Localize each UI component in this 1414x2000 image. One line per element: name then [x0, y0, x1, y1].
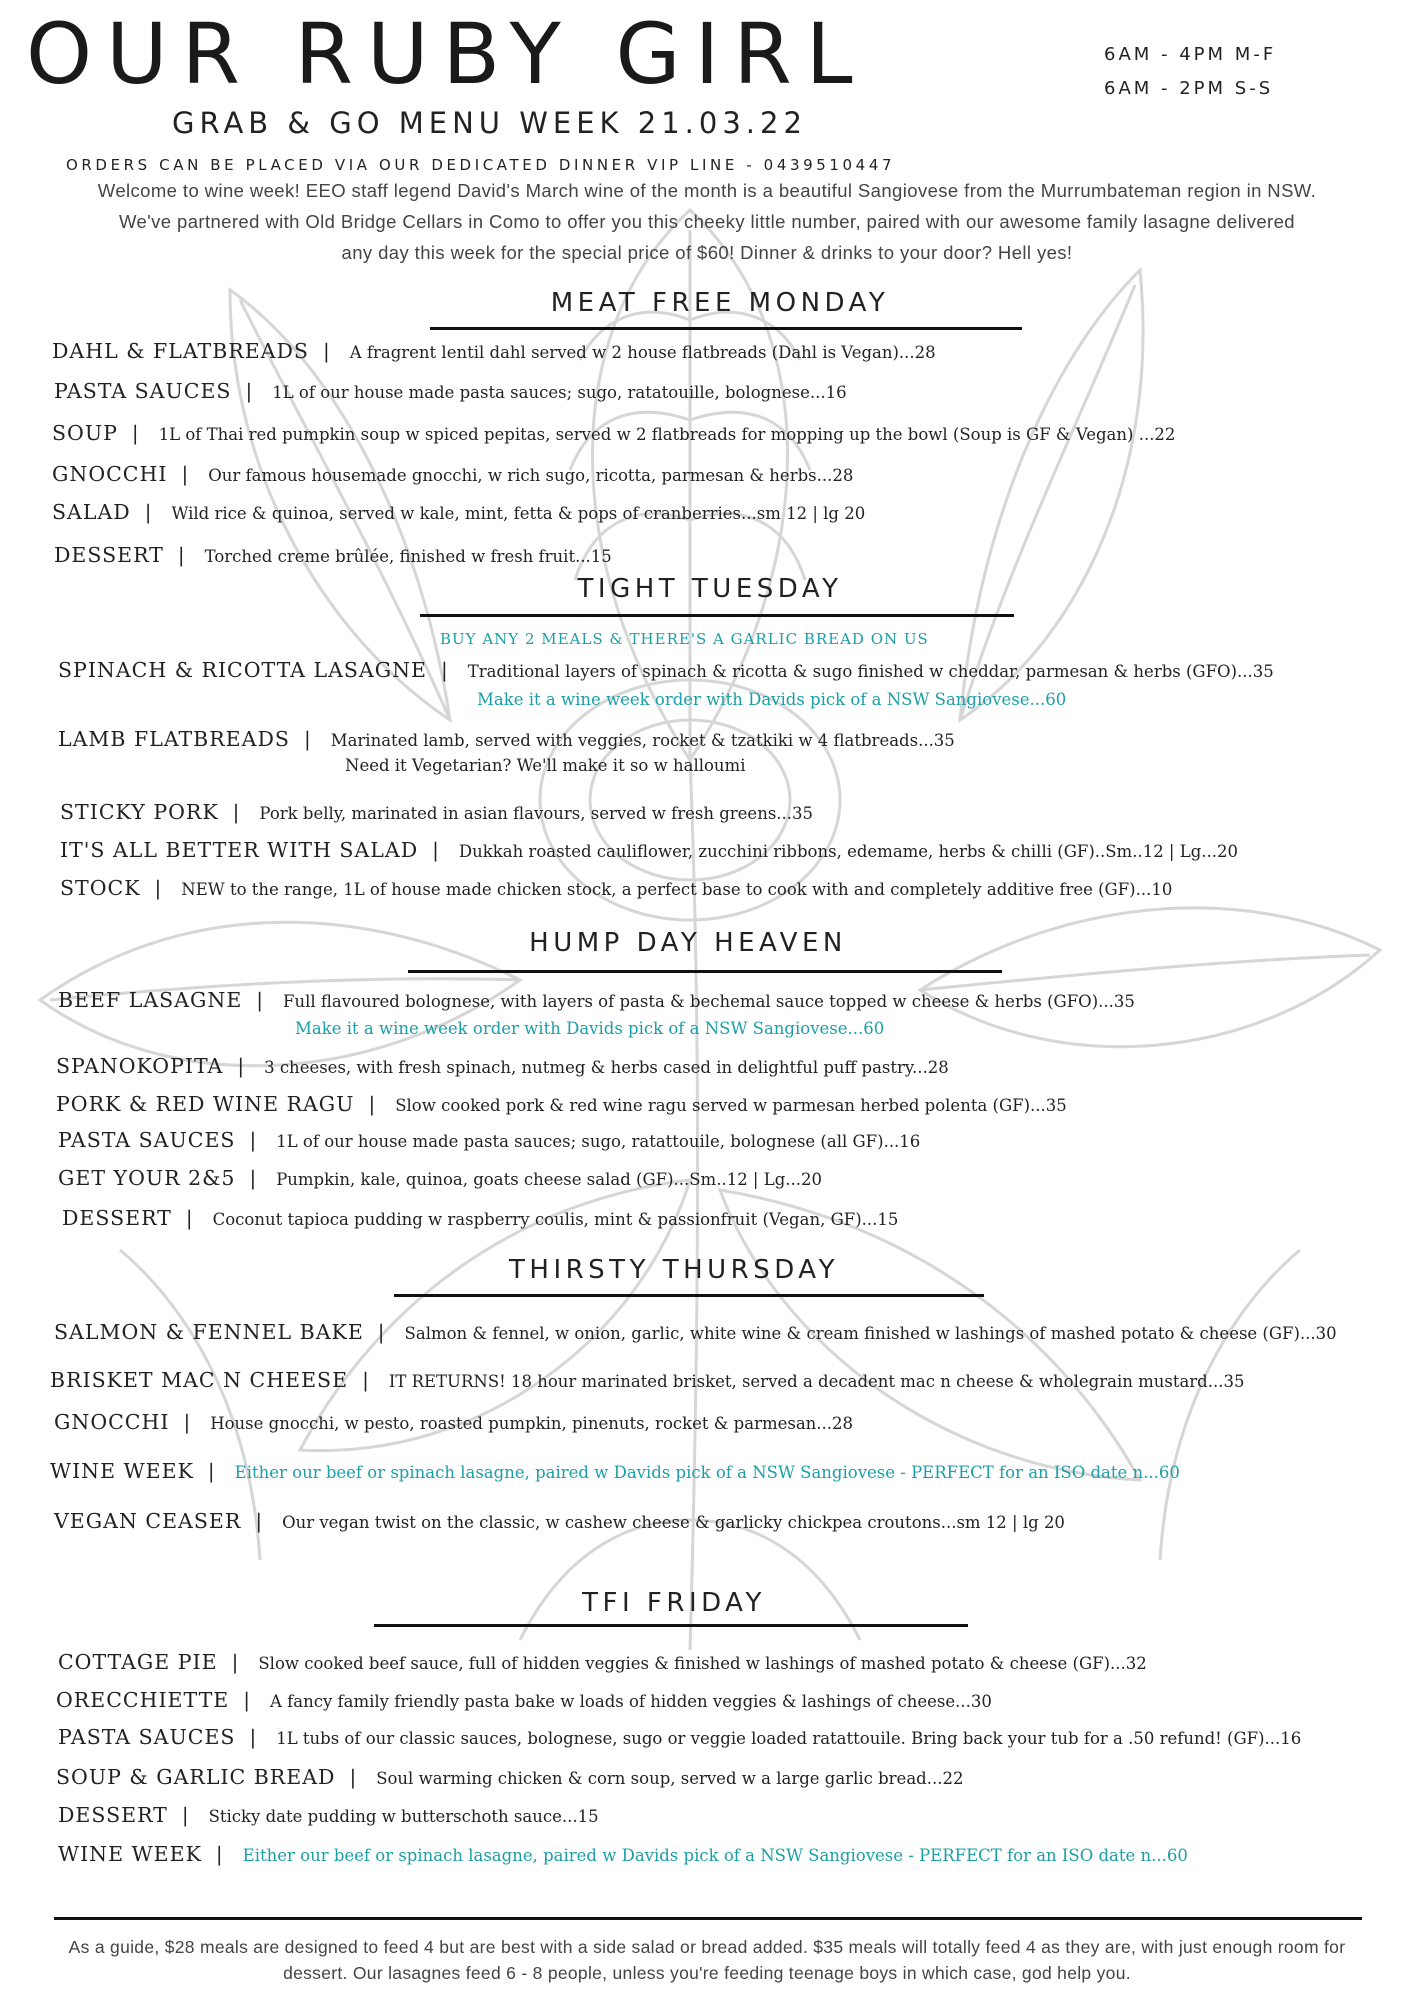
menu-item: DESSERT | Sticky date pudding w butterschoth sauce...15: [58, 1803, 599, 1827]
item-desc: Full flavoured bolognese, with layers of pasta & bechemal sauce topped w cheese & herbs (GFO)...35: [283, 992, 1135, 1011]
section-title-tuesday: TIGHT TUESDAY: [577, 574, 843, 604]
menu-item: DAHL & FLATBREADS | A fragrent lentil dahl served w 2 house flatbreads (Dahl is Vegan)...28: [52, 339, 936, 363]
section-rule: [420, 614, 1014, 617]
item-name: SOUP: [52, 421, 118, 445]
item-name: GET YOUR 2&5: [58, 1166, 236, 1190]
item-name: PASTA SAUCES: [54, 379, 232, 403]
item-desc: Either our beef or spinach lasagne, paired w Davids pick of a NSW Sangiovese - PERFECT for an ISO date n...60: [234, 1463, 1180, 1482]
item-name: BRISKET MAC N CHEESE: [50, 1368, 349, 1392]
menu-item: DESSERT | Coconut tapioca pudding w raspberry coulis, mint & passionfruit (Vegan, GF)...15: [62, 1206, 899, 1230]
item-desc: 1L of Thai red pumpkin soup w spiced pepitas, served w 2 flatbreads for mopping up the bowl (Soup is GF & Vegan) ...22: [158, 425, 1176, 444]
menu-item: SALAD | Wild rice & quinoa, served w kale, mint, fetta & pops of cranberries...sm 12 | lg 20: [52, 500, 866, 524]
item-desc: Dukkah roasted cauliflower, zucchini ribbons, edemame, herbs & chilli (GF)..Sm..12 | Lg...20: [458, 842, 1238, 861]
menu-item: BRISKET MAC N CHEESE | IT RETURNS! 18 hour marinated brisket, served a decadent mac n cheese & wholegrain mustard...35: [50, 1368, 1245, 1392]
menu-item: GNOCCHI | House gnocchi, w pesto, roasted pumpkin, pinenuts, rocket & parmesan...28: [54, 1410, 854, 1434]
intro-line: any day this week for the special price of $60! Dinner & drinks to your door? Hell yes!: [341, 242, 1073, 263]
menu-item: SOUP | 1L of Thai red pumpkin soup w spiced pepitas, served w 2 flatbreads for mopping up the bowl (Soup is GF & Vegan) ...22: [52, 421, 1176, 445]
section-rule: [408, 970, 1002, 973]
section-title-wednesday: HUMP DAY HEAVEN: [529, 928, 847, 958]
item-name: DESSERT: [58, 1803, 168, 1827]
item-name: COTTAGE PIE: [58, 1650, 218, 1674]
menu-item: GNOCCHI | Our famous housemade gnocchi, w rich sugo, ricotta, parmesan & herbs...28: [52, 462, 854, 486]
item-desc: 1L of our house made pasta sauces; sugo, ratatouille, bolognese...16: [272, 383, 847, 402]
item-desc: Slow cooked pork & red wine ragu served w parmesan herbed polenta (GF)...35: [395, 1096, 1067, 1115]
footer-line: dessert. Our lasagnes feed 6 - 8 people, unless you're feeding teenage boys in which case, god help you.: [283, 1963, 1131, 1983]
item-name: GNOCCHI: [54, 1410, 170, 1434]
section-rule: [394, 1294, 984, 1297]
menu-item: STOCK | NEW to the range, 1L of house made chicken stock, a perfect base to cook with and completely additive free (GF)...10: [60, 876, 1173, 900]
menu-item: SALMON & FENNEL BAKE | Salmon & fennel, w onion, garlic, white wine & cream finished w lashings of mashed potato & cheese (GF)...30: [54, 1320, 1337, 1344]
intro-line: Welcome to wine week! EEO staff legend David's March wine of the month is a beautiful Sangiovese from the Murrumbateman region in NSW.: [97, 180, 1317, 201]
item-desc: Marinated lamb, served with veggies, rocket & tzatkiki w 4 flatbreads...35: [330, 731, 955, 750]
item-desc: Slow cooked beef sauce, full of hidden veggies & finished w lashings of mashed potato & cheese (GF)...32: [258, 1654, 1147, 1673]
item-desc: A fragrent lentil dahl served w 2 house flatbreads (Dahl is Vegan)...28: [349, 343, 936, 362]
item-note: Need it Vegetarian? We'll make it so w halloumi: [345, 756, 746, 775]
intro-line: We've partnered with Old Bridge Cellars in Como to offer you this cheeky little number, paired with our awesome family lasagne delivered: [118, 211, 1296, 232]
item-desc: House gnocchi, w pesto, roasted pumpkin, pinenuts, rocket & parmesan...28: [210, 1414, 854, 1433]
item-name: PORK & RED WINE RAGU: [56, 1092, 355, 1116]
menu-item: DESSERT | Torched creme brûlée, finished w fresh fruit...15: [54, 543, 612, 567]
item-name: SPINACH & RICOTTA LASAGNE: [58, 658, 428, 682]
footer-line: As a guide, $28 meals are designed to feed 4 but are best with a side salad or bread added. $35 meals will totally feed 4 as they are, with just enough room for: [68, 1937, 1346, 1957]
item-desc: Pork belly, marinated in asian flavours, served w fresh greens...35: [259, 804, 814, 823]
item-name: LAMB FLATBREADS: [58, 727, 290, 751]
wine-note: Make it a wine week order with Davids pick of a NSW Sangiovese...60: [295, 1019, 885, 1038]
section-title-monday: MEAT FREE MONDAY: [550, 288, 890, 318]
menu-item: GET YOUR 2&5 | Pumpkin, kale, quinoa, goats cheese salad (GF)...Sm..12 | Lg...20: [58, 1166, 822, 1190]
item-name: SALMON & FENNEL BAKE: [54, 1320, 364, 1344]
menu-item: STICKY PORK | Pork belly, marinated in asian flavours, served w fresh greens...35: [60, 800, 814, 824]
promo-text: BUY ANY 2 MEALS & THERE'S A GARLIC BREAD ON US: [440, 630, 929, 648]
menu-item: LAMB FLATBREADS | Marinated lamb, served with veggies, rocket & tzatkiki w 4 flatbreads...35: [58, 727, 955, 751]
item-desc: 1L of our house made pasta sauces; sugo, ratattouile, bolognese (all GF)...16: [276, 1132, 921, 1151]
menu-item: PASTA SAUCES | 1L of our house made pasta sauces; sugo, ratatouille, bolognese...16: [54, 379, 847, 403]
item-desc: Pumpkin, kale, quinoa, goats cheese salad (GF)...Sm..12 | Lg...20: [276, 1170, 822, 1189]
item-name: IT'S ALL BETTER WITH SALAD: [60, 838, 419, 862]
item-name: DESSERT: [62, 1206, 172, 1230]
hours-weekday: 6AM - 4PM M-F: [1104, 44, 1277, 65]
menu-item: COTTAGE PIE | Slow cooked beef sauce, full of hidden veggies & finished w lashings of mashed potato & cheese (GF)...32: [58, 1650, 1147, 1674]
brand-title: OUR RUBY GIRL: [26, 5, 867, 103]
item-name: DESSERT: [54, 543, 164, 567]
item-name: STICKY PORK: [60, 800, 219, 824]
item-name: PASTA SAUCES: [58, 1725, 236, 1749]
section-rule: [374, 1624, 968, 1627]
item-name: DAHL & FLATBREADS: [52, 339, 309, 363]
item-name: ORECCHIETTE: [56, 1688, 230, 1712]
item-name: GNOCCHI: [52, 462, 168, 486]
item-name: SALAD: [52, 500, 131, 524]
footer-rule: [54, 1917, 1362, 1920]
item-desc: Either our beef or spinach lasagne, paired w Davids pick of a NSW Sangiovese - PERFECT for an ISO date n...60: [242, 1846, 1188, 1865]
item-name: WINE WEEK: [50, 1459, 194, 1483]
item-name: STOCK: [60, 876, 141, 900]
menu-item: PASTA SAUCES | 1L tubs of our classic sauces, bolognese, sugo or veggie loaded ratattouile. Bring back your tub for a .50 refund! (GF)...16: [58, 1725, 1302, 1749]
menu-item: BEEF LASAGNE | Full flavoured bolognese, with layers of pasta & bechemal sauce topped w cheese & herbs (GFO)...35: [58, 988, 1135, 1012]
menu-item: PORK & RED WINE RAGU | Slow cooked pork & red wine ragu served w parmesan herbed polenta (GF)...35: [56, 1092, 1067, 1116]
menu-item: WINE WEEK | Either our beef or spinach lasagne, paired w Davids pick of a NSW Sangiovese - PERFECT for an ISO date n...60: [58, 1842, 1188, 1866]
menu-item: VEGAN CEASER | Our vegan twist on the classic, w cashew cheese & garlicky chickpea croutons...sm 12 | lg 20: [54, 1509, 1065, 1533]
item-desc: IT RETURNS! 18 hour marinated brisket, served a decadent mac n cheese & wholegrain mustard...35: [388, 1372, 1245, 1391]
menu-item: ORECCHIETTE | A fancy family friendly pasta bake w loads of hidden veggies & lashings of cheese...30: [56, 1688, 992, 1712]
item-desc: Wild rice & quinoa, served w kale, mint, fetta & pops of cranberries...sm 12 | lg 20: [171, 504, 866, 523]
menu-item: SOUP & GARLIC BREAD | Soul warming chicken & corn soup, served w a large garlic bread...22: [56, 1765, 964, 1789]
item-desc: Traditional layers of spinach & ricotta & sugo finished w cheddar, parmesan & herbs (GFO)...35: [467, 662, 1274, 681]
menu-item: WINE WEEK | Either our beef or spinach lasagne, paired w Davids pick of a NSW Sangiovese - PERFECT for an ISO date n...60: [50, 1459, 1180, 1483]
item-name: WINE WEEK: [58, 1842, 202, 1866]
item-name: SPANOKOPITA: [56, 1054, 224, 1078]
item-desc: 3 cheeses, with fresh spinach, nutmeg & herbs cased in delightful puff pastry...28: [264, 1058, 949, 1077]
item-name: SOUP & GARLIC BREAD: [56, 1765, 336, 1789]
item-name: BEEF LASAGNE: [58, 988, 243, 1012]
item-name: PASTA SAUCES: [58, 1128, 236, 1152]
item-name: VEGAN CEASER: [54, 1509, 242, 1533]
hours-weekend: 6AM - 2PM S-S: [1104, 78, 1274, 99]
menu-item: SPANOKOPITA | 3 cheeses, with fresh spinach, nutmeg & herbs cased in delightful puff pastry...28: [56, 1054, 949, 1078]
item-desc: Soul warming chicken & corn soup, served w a large garlic bread...22: [376, 1769, 964, 1788]
item-desc: Our famous housemade gnocchi, w rich sugo, ricotta, parmesan & herbs...28: [208, 466, 854, 485]
item-desc: NEW to the range, 1L of house made chicken stock, a perfect base to cook with and completely additive free (GF)...10: [181, 880, 1173, 899]
item-desc: Our vegan twist on the classic, w cashew cheese & garlicky chickpea croutons...sm 12 | lg 20: [282, 1513, 1065, 1532]
item-desc: Salmon & fennel, w onion, garlic, white wine & cream finished w lashings of mashed potato & cheese (GF)...30: [404, 1324, 1337, 1343]
menu-item: PASTA SAUCES | 1L of our house made pasta sauces; sugo, ratattouile, bolognese (all GF)...16: [58, 1128, 921, 1152]
menu-subtitle: GRAB & GO MENU WEEK 21.03.22: [172, 106, 807, 140]
orders-line: ORDERS CAN BE PLACED VIA OUR DEDICATED DINNER VIP LINE - 0439510447: [66, 156, 896, 174]
item-desc: Coconut tapioca pudding w raspberry coulis, mint & passionfruit (Vegan, GF)...15: [212, 1210, 899, 1229]
item-desc: 1L tubs of our classic sauces, bolognese, sugo or veggie loaded ratattouile. Bring back your tub for a .50 refund! (GF)...16: [276, 1729, 1302, 1748]
section-rule: [430, 327, 1022, 330]
menu-item: IT'S ALL BETTER WITH SALAD | Dukkah roasted cauliflower, zucchini ribbons, edemame, herbs & chilli (GF)..Sm..12 | Lg...20: [60, 838, 1238, 862]
menu-item: SPINACH & RICOTTA LASAGNE | Traditional layers of spinach & ricotta & sugo finished w cheddar, parmesan & herbs (GFO)...35: [58, 658, 1274, 682]
item-desc: Torched creme brûlée, finished w fresh fruit...15: [204, 547, 612, 566]
item-desc: Sticky date pudding w butterschoth sauce...15: [208, 1807, 599, 1826]
section-title-thursday: THIRSTY THURSDAY: [509, 1255, 839, 1285]
wine-note: Make it a wine week order with Davids pick of a NSW Sangiovese...60: [477, 690, 1067, 709]
item-desc: A fancy family friendly pasta bake w loads of hidden veggies & lashings of cheese...30: [269, 1692, 992, 1711]
section-title-friday: TFI FRIDAY: [582, 1588, 766, 1618]
